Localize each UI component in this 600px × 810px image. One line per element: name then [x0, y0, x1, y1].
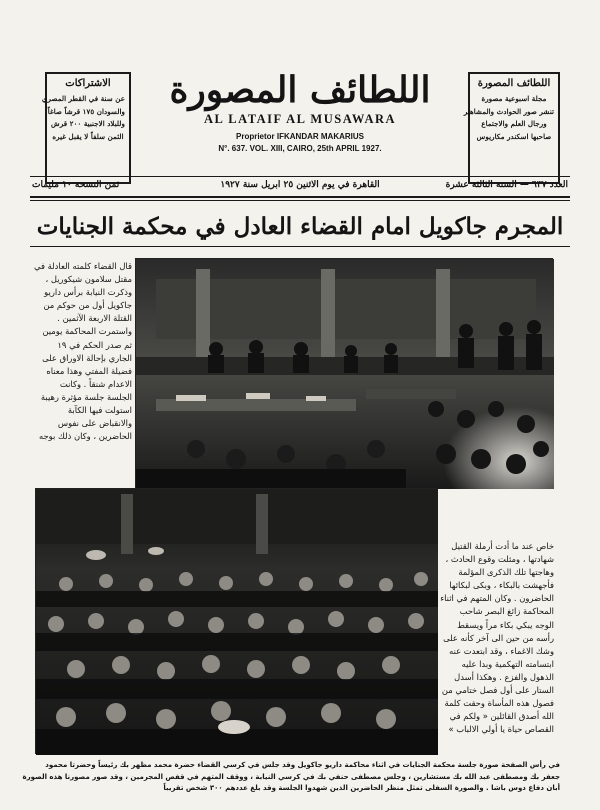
headline-rule	[30, 246, 570, 247]
article-column-1	[33, 260, 132, 443]
audience-photo	[35, 488, 437, 754]
publication-info-box	[463, 72, 560, 184]
article-line: الستار على أول فصل ختامي من	[441, 685, 554, 696]
proprietor-line: Proprietor IFKANDAR MAKARIUS	[236, 132, 364, 141]
article-line: الذهول والفزع . وهكذا أسدل	[454, 671, 554, 682]
article-line: الحاضرين ، وكان ذلك بوجه	[38, 431, 132, 442]
issue-number-arabic: العدد ٦٣٧ — السنة الثالثة عشرة	[445, 180, 568, 190]
date-band-rule	[30, 196, 570, 198]
publication-info-line: صاحبها اسكندر مكاريوس	[476, 131, 552, 141]
article-line: المحاكمة زائغ البصر شاحب	[459, 606, 554, 617]
issue-price: ثمن النسخة ١٠ مليمات	[32, 180, 120, 190]
caption-line: جعفر بك ومصطفى عبد الله بك مستشارين ، وجلس مصطفى حنفي بك في كرسي النيابة ، ووقف المتهم في قفص المجرمين ، وقد صور مصورنا هذه الصورة	[22, 772, 560, 781]
headline: المجرم جاكويل امام القضاء العادل في محكمة الجنايات	[36, 213, 564, 240]
article-line: واستمرت المحاكمة يومين	[42, 326, 132, 337]
subscriptions-box	[41, 72, 131, 184]
article-line: وهاجتها تلك الذكرى المؤلمة	[458, 567, 554, 578]
article-line: القصاص حياة يا أولي الالباب »	[448, 724, 554, 735]
publication-info-title: اللطائف المصورة	[477, 78, 551, 89]
article-line: مقتل سلامون شيكوريل ،	[45, 274, 132, 285]
article-line: الجلسة جلسة مؤثرة رهيبة	[40, 391, 132, 402]
article-column-2	[442, 540, 554, 736]
article-line: ابتسامته التهكمية وبدا عليه	[461, 658, 554, 669]
article-line: شهادتها ، ومثلت وقوع الحادث ،	[445, 554, 554, 565]
masthead-arabic-title: اللطائف المصورة	[169, 69, 431, 111]
subscriptions-line: وللبلاد الاجنبية ٢٠٠ قرش	[51, 119, 125, 128]
courtroom-photo	[135, 258, 553, 488]
article-line: الجاري بإحالة الاوراق على	[42, 352, 132, 363]
article-line: والانقباض على نفوس	[57, 418, 132, 429]
publication-info-line: ورجال العلم والاجتماع	[481, 119, 547, 128]
audience-photo-image	[36, 489, 438, 755]
date-band-rule-thin	[30, 200, 570, 201]
subscriptions-title: الاشتراكات	[65, 78, 111, 89]
issue-line: N°. 637. VOL. XIII, CAIRO, 25th APRIL 1927.	[218, 144, 382, 153]
article-line: الله أصدق القائلين « ولكم في	[449, 711, 554, 722]
caption-line: في رأس الصفحة صورة جلسة محكمة الجنايات في اثناء محاكمة داريو جاكويل وقد جلس في كرسي القضاء حضرة محمد مظهر بك رئيساً وحضرتا محمود	[45, 761, 560, 769]
article-line: خاص عند ما أدت أرملة القتيل	[451, 541, 554, 551]
photo-caption	[22, 760, 560, 795]
article-line: قال القضاء كلمته العادلة في	[33, 261, 132, 271]
article-line: الوجه يبكي بكاء مراً ويسقط	[457, 619, 554, 630]
article-line: فضيلة المفتي وهذا معناه	[46, 365, 132, 376]
article-line: فأجهشت بالبكاء ، وبكى لبكائها	[449, 580, 554, 591]
top-rule	[30, 176, 570, 177]
subscriptions-line: والسودان ١٧٥ قرشاً صاغاً	[47, 106, 125, 116]
article-line: الحاضرون . وكان المتهم في اثناء	[440, 593, 554, 604]
masthead-english-title: AL LATAIF AL MUSAWARA	[203, 112, 397, 126]
article-line: الاعدام شنقاً . وكانت	[59, 378, 132, 389]
article-line: وذكرت النيابة برأس داريو	[44, 287, 132, 298]
article-line: استولت فيها الكآبة	[67, 405, 132, 416]
article-line: وشك الاغماء ، وقد ابتعدت عنه	[449, 645, 554, 656]
caption-line: أبان دفاع دوس باشا . والصورة السفلى تمثل منظر الحاضرين الذين شهدوا الجلسة وقد بلغ عددهم ٣٠٠ شخص تقريباً	[163, 784, 560, 792]
arabic-date: القاهرة في يوم الاثنين ٢٥ ابريل سنة ١٩٢٧	[220, 180, 380, 190]
article-line: فصول هذه المأساة وحقت كلمة	[444, 698, 554, 709]
subscriptions-line: عن سنة في القطر المصري	[41, 94, 125, 103]
article-line: رأسه من حين الى آخر كأنه على	[443, 632, 554, 643]
publication-info-line: مجلة اسبوعية مصورة	[481, 94, 547, 103]
courtroom-photo-image	[136, 259, 554, 489]
article-line: جاكويل أول من حوكم من	[43, 300, 132, 311]
article-line: القتلة الاربعة الآثمين .	[57, 313, 132, 324]
article-line: ثم صدر الحكم في ١٩	[57, 339, 132, 350]
subscriptions-line: الثمن سلفاً لا يقبل غيره	[52, 131, 124, 141]
publication-info-line: تنشر صور الحوادث والمشاهير	[463, 106, 554, 116]
